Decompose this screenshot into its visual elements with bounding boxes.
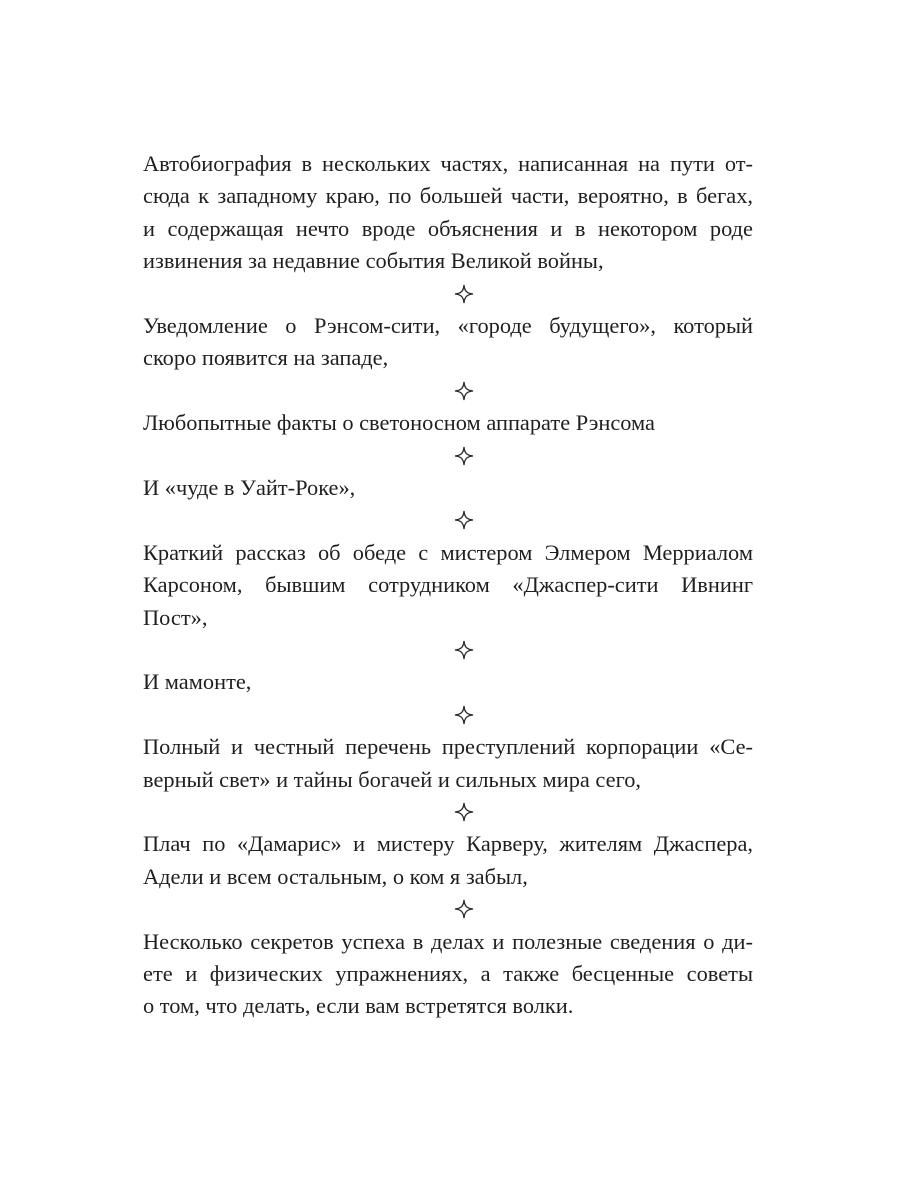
section-separator: [143, 504, 753, 536]
text-line: И мамонте,: [143, 669, 252, 695]
text-line: ете и физических упражнениях, а также бесценные советы: [143, 961, 753, 987]
section-separator: [143, 634, 753, 666]
section-separator: [143, 796, 753, 828]
four-pointed-star-icon: [454, 705, 474, 725]
paragraph-lament: [143, 828, 753, 893]
paragraph-business-secrets: [143, 926, 753, 1023]
section-separator: [143, 440, 753, 472]
four-pointed-star-icon: [454, 381, 474, 401]
paragraph-northern-light-crimes: [143, 731, 753, 796]
four-pointed-star-icon: [454, 899, 474, 919]
paragraph-ransom-city: [143, 310, 753, 375]
text-line: и содержащая нечто вроде объяснения и в некотором роде: [143, 215, 753, 241]
text-line: И «чуде в Уайт-Роке»,: [143, 475, 356, 501]
text-line: Любопытные факты о светоносном аппарате Рэнсома: [143, 410, 655, 436]
text-line: Автобиография в нескольких частях, написанная на пути от-: [143, 151, 753, 176]
text-line: сюда к западному краю, по большей части, вероятно, в бегах,: [143, 183, 753, 209]
text-line: Краткий рассказ об обеде с мистером Элмером Мерриалом: [143, 539, 753, 565]
section-separator: [143, 699, 753, 731]
text-line: извинения за недавние события Великой войны,: [143, 248, 604, 274]
text-line: Карсоном, бывшим сотрудником «Джаспер-сити Ивнинг: [143, 572, 753, 598]
text-line: Пост»,: [143, 604, 208, 630]
text-line: Полный и честный перечень преступлений корпорации «Се-: [143, 734, 753, 760]
four-pointed-star-icon: [454, 802, 474, 822]
four-pointed-star-icon: [454, 446, 474, 466]
text-line: скоро появится на западе,: [143, 345, 389, 371]
paragraph-autobiography: [143, 148, 753, 278]
paragraph-white-rock: [143, 472, 753, 504]
four-pointed-star-icon: [454, 284, 474, 304]
text-line: Плач по «Дамарис» и мистеру Карверу, жителям Джаспера,: [143, 831, 753, 857]
paragraph-light-apparatus: [143, 407, 753, 439]
page-content: [143, 148, 753, 1023]
text-line: о том, что делать, если вам встретятся волки.: [143, 993, 574, 1019]
four-pointed-star-icon: [454, 640, 474, 660]
paragraph-carson-dinner: [143, 537, 753, 634]
text-line: Уведомление о Рэнсом-сити, «городе будущего», который: [143, 313, 753, 339]
section-separator: [143, 278, 753, 310]
paragraph-mammoth: [143, 666, 753, 698]
text-line: верный свет» и тайны богачей и сильных мира сего,: [143, 766, 642, 792]
four-pointed-star-icon: [454, 510, 474, 530]
section-separator: [143, 375, 753, 407]
section-separator: [143, 893, 753, 925]
text-line: Несколько секретов успеха в делах и полезные сведения о ди-: [143, 928, 753, 954]
text-line: Адели и всем остальным, о ком я забыл,: [143, 863, 528, 889]
